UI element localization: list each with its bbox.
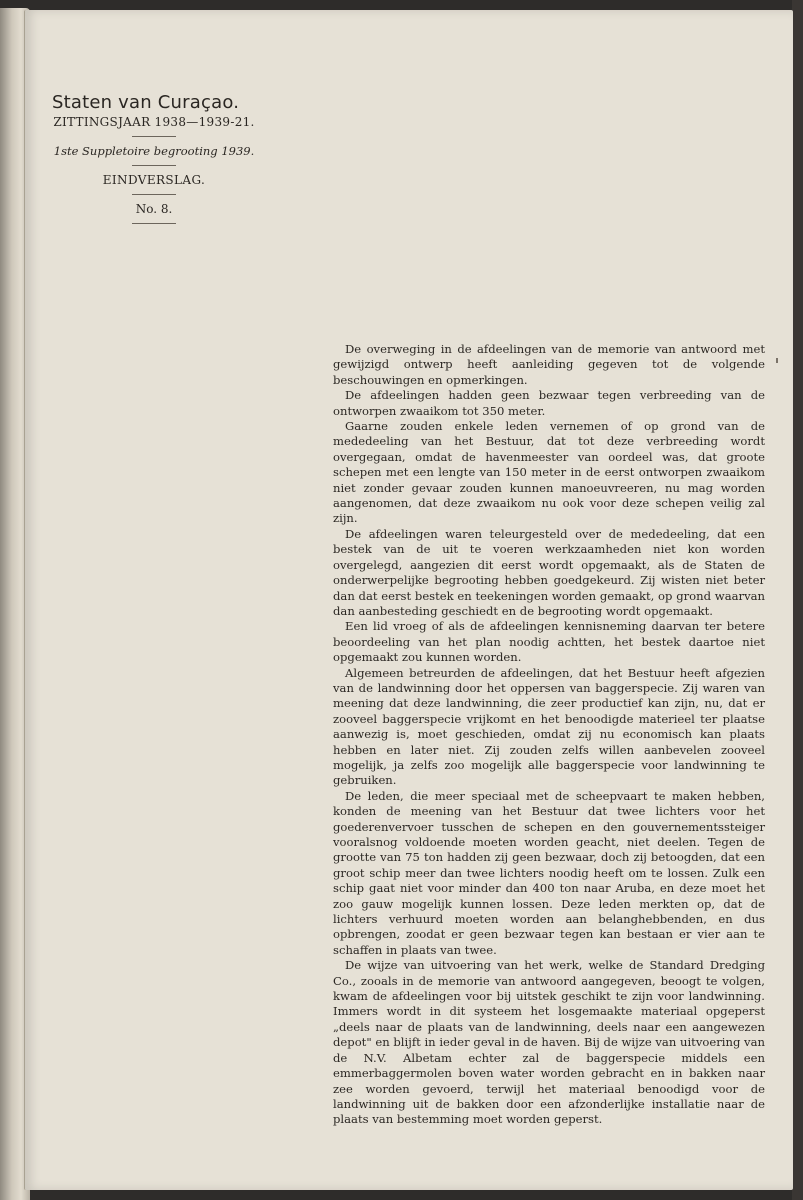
document-number: No. 8. (135, 202, 173, 216)
margin-mark (776, 358, 778, 363)
header-divider (132, 194, 176, 195)
report-title: EINDVERSLAG. (102, 173, 206, 187)
paragraph: De afdeelingen hadden geen bezwaar tegen verbreeding van de ontworpen zwaaikom tot 350 meter. (333, 388, 765, 418)
paragraph: De overweging in de afdeelingen van de memorie van antwoord met gewijzigd ontwerp heeft aanleiding gegeven tot de volgende beschouwingen en opmerkingen. (333, 342, 765, 387)
paragraph: De afdeelingen waren teleurgesteld over de mededeeling, dat een bestek van de uit te voeren werkzaamheden niet kon worden overgelegd, aangezien dit eerst wordt opgemaakt, als de Staten de onderwerpelijke begrooting hebben goedgekeurd. Zij wisten niet beter dan dat eerst bestek en teekeningen worden gemaakt, op grond waarvan dan aanbesteding geschiedt en de begrooting wordt opgemaakt. (333, 526, 765, 618)
supplement-title: 1ste Suppletoire begrooting 1939. (53, 144, 255, 158)
header-divider (132, 136, 176, 137)
paragraph: Gaarne zouden enkele leden vernemen of op grond van de mededeeling van het Bestuur, dat tot deze verbreeding wordt overgegaan, omdat de havenmeester van oordeel was, dat groote schepen met een lengte van 150 meter in de eerst ontworpen zwaaikom niet zonder gevaar zouden kunnen manoeuvreeren, nu mag worden aangenomen, dat deze zwaaikom nu ook voor deze schepen veilig zal zijn. (333, 419, 765, 526)
header-divider (132, 165, 176, 166)
document-title: Staten van Curaçao. (52, 92, 240, 113)
header-divider (132, 223, 176, 224)
session-year: ZITTINGSJAAR 1938—1939-21. (53, 115, 255, 129)
paragraph: Een lid vroeg of als de afdeelingen kennisneming daarvan ter betere beoordeeling van het plan noodig achtten, het bestek daartoe niet opgemaakt zou kunnen worden. (333, 619, 765, 665)
paragraph: Algemeen betreurden de afdeelingen, dat het Bestuur heeft afgezien van de landwinning door het oppersen van baggerspecie. Zij waren van meening dat deze landwinning, die zeer productief kan zijn, nu, dat er zooveel baggerspecie vrijkomt en het benoodigde materieel ter plaatse aanwezig is, moet geschieden, omdat zij nu economisch kan plaats hebben en later niet. Zij zouden zelfs willen aanbevelen zooveel mogelijk, ja zelfs zoo mogelijk alle baggerspecie voor landwinning te gebruiken. (333, 665, 765, 788)
paragraph: De wijze van uitvoering van het werk, welke de Standard Dredging Co., zooals in de memorie van antwoord aangegeven, beoogt te volgen, kwam de afdeelingen voor bij uitstek geschikt te zijn voor landwinning. Immers wordt in dit systeem het losgemaakte materiaal opgeperst „deels naar de plaats van de landwinning, deels naar een aangewezen depot" en blijft in ieder geval in de haven. Bij de wijze van uitvoering van de N.V. Albetam echter zal de baggerspecie middels een emmerbaggermolen boven water worden gebracht en in bakken naar zee worden gevoerd, terwijl het materiaal benoodigd voor de landwinning uit de bakken door een afzonderlijke installatie naar de plaats van bestemming moet worden geperst. (333, 958, 765, 1127)
document-header (44, 92, 264, 231)
report-body (333, 342, 765, 1128)
right-background-strip (792, 0, 803, 1200)
paragraph: De leden, die meer speciaal met de scheepvaart te maken hebben, konden de meening van het Bestuur dat twee lichters voor het goederenvervoer tusschen de schepen en den gouvernementssteiger vooralsnog voldoende moeten worden geacht, niet deelen. Tegen de grootte van 75 ton hadden zij geen bezwaar, doch zij betoogden, dat een groot schip meer dan twee lichters noodig heeft om te lossen. Zulk een schip gaat niet voor minder dan 400 ton naar Aruba, en deze moet het zoo gauw mogelijk kunnen lossen. Deze leden merkten op, dat de lichters verhuurd moeten worden aan belanghebbenden, en dus opbrengen, zoodat er geen bezwaar tegen kan bestaan er vier aan te schaffen in plaats van twee. (333, 788, 765, 957)
